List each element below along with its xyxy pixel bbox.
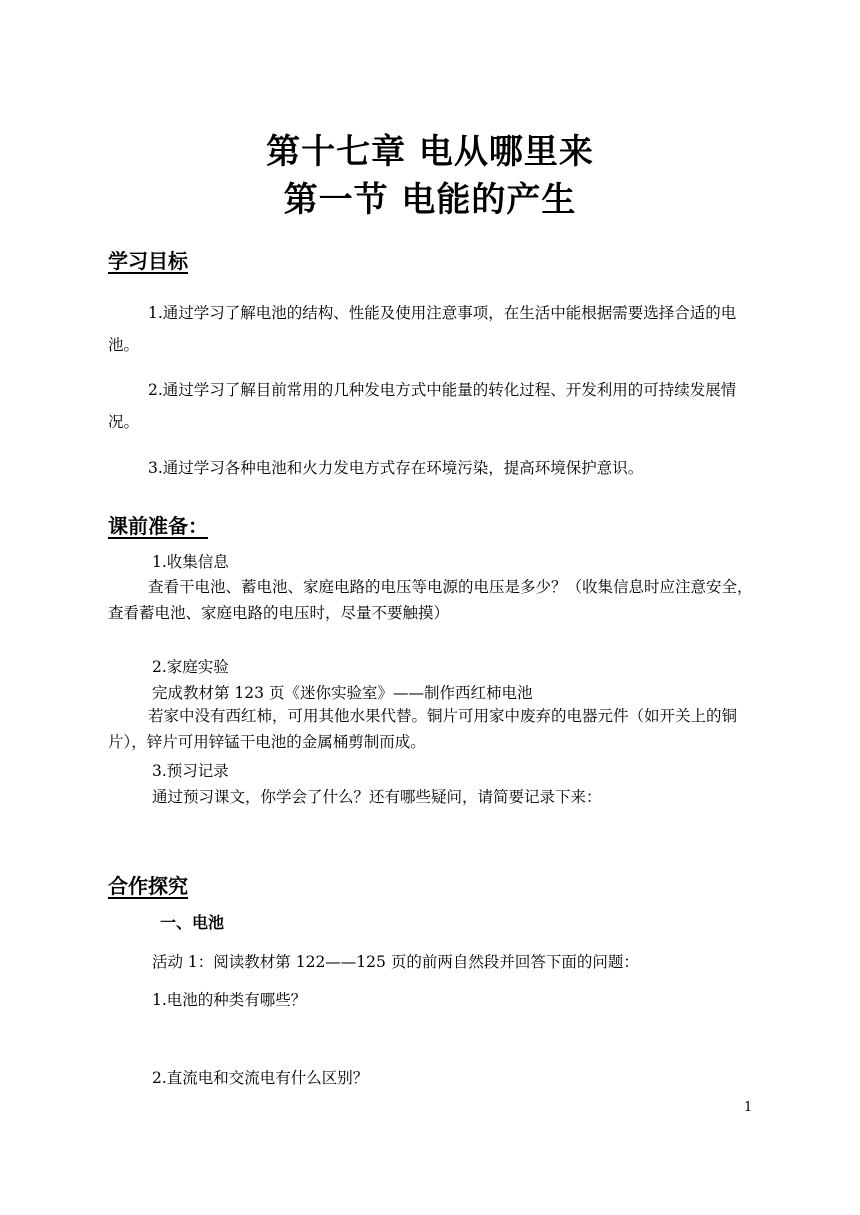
section-title: 第一节 电能的产生 bbox=[283, 180, 577, 220]
prep-item1-body: 查看干电池、蓄电池、家庭电路的电压等电源的电压是多少？（收集信息时应注意安全，查看蓄电池、家庭电路的电压时，尽量不要触摸） bbox=[108, 578, 753, 622]
prep-item3-title: 3.预习记录 bbox=[152, 762, 229, 780]
goal-item-2: 2.通过学习了解目前常用的几种发电方式中能量的转化过程、开发利用的可持续发展情况。 bbox=[108, 381, 737, 431]
explore-heading: 合作探究 bbox=[108, 874, 188, 898]
question-2: 2.直流电和交流电有什么区别？ bbox=[152, 1069, 369, 1087]
goal-item-3: 3.通过学习各种电池和火力发电方式存在环境污染，提高环境保护意识。 bbox=[148, 459, 644, 477]
prep-item2-line1: 完成教材第 123 页《迷你实验室》——制作西红柿电池 bbox=[152, 684, 533, 702]
prep-item2-body: 若家中没有西红柿，可用其他水果代替。铜片可用家中废弃的电器元件（如开关上的铜片），锌片可用锌锰干电池的金属桶剪制而成。 bbox=[108, 707, 738, 751]
activity-1-text: 活动 1：阅读教材第 122——125 页的前两自然段并回答下面的问题： bbox=[152, 953, 639, 971]
question-1: 1.电池的种类有哪些？ bbox=[152, 991, 307, 1009]
prep-heading: 课前准备： bbox=[108, 514, 208, 538]
page-number: 1 bbox=[744, 1100, 753, 1115]
chapter-title: 第十七章 电从哪里来 bbox=[266, 132, 594, 172]
prep-item2-title: 2.家庭实验 bbox=[152, 658, 229, 676]
prep-item1-title: 1.收集信息 bbox=[152, 553, 229, 571]
battery-subheading: 一、电池 bbox=[160, 913, 225, 932]
goal-item-1: 1.通过学习了解电池的结构、性能及使用注意事项，在生活中能根据需要选择合适的电池。 bbox=[108, 304, 737, 354]
prep-item3-body: 通过预习课文，你学会了什么？还有哪些疑问，请简要记录下来： bbox=[152, 788, 602, 806]
goals-heading: 学习目标 bbox=[108, 249, 188, 273]
